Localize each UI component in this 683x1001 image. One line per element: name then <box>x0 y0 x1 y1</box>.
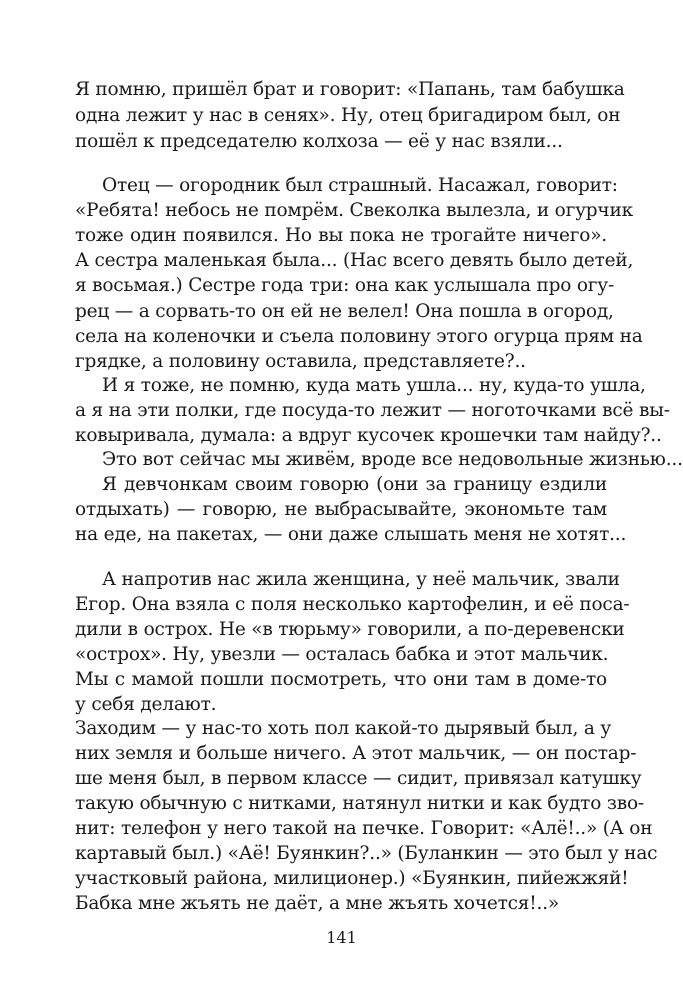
text-line: грядке, а половину оставила, представляете?.. <box>75 351 526 372</box>
text-line: рец — а сорвать-то он ей не велел! Она пошла в огород, <box>75 301 614 322</box>
text-line: ковыривала, думала: а вдруг кусочек крошечки там найду?.. <box>75 425 662 446</box>
text-line: дили в острох. Не «в тюрьму» говорили, а по-деревенски <box>75 619 625 640</box>
text-line: «острох». Ну, увезли — осталась бабка и этот мальчик. <box>75 644 609 665</box>
text-line: одна лежит у нас в сенях». Ну, отец бригадиром был, он <box>75 105 621 126</box>
text-line: на еде, на пакетах, — они даже слышать меня не хотят... <box>75 524 627 545</box>
text-line: А сестра маленькая была... (Нас всего девять было детей, <box>75 250 634 271</box>
text-line: участковый района, милиционер.) «Буянкин, пийежжяй! <box>75 868 629 889</box>
page-number: 141 <box>326 928 357 947</box>
text-line: Я девчонкам своим говорю (они за границу ездили <box>102 474 607 495</box>
text-line: у себя делают. <box>75 694 217 715</box>
text-line: Заходим — у нас-то хоть пол какой-то дырявый был, а у <box>75 718 612 739</box>
text-line: И я тоже, не помню, куда мать ушла... ну, куда-то ушла, <box>102 375 646 396</box>
text-line: ше меня был, в первом классе — сидит, привязал катушку <box>75 768 642 789</box>
text-line: пошёл к председателю колхоза — её у нас взяли... <box>75 131 563 152</box>
text-line: такую обычную с нитками, натянул нитки и как будто зво- <box>75 793 644 814</box>
text-line: нит: телефон у него такой на печке. Говорит: «Алё!..» (А он <box>75 818 653 839</box>
text-line: Я помню, пришёл брат и говорит: «Папань, там бабушка <box>75 79 625 100</box>
text-line: А напротив нас жила женщина, у неё мальчик, звали <box>102 569 620 590</box>
text-line: Бабка мне жъять не даёт, а мне жъять хочется!..» <box>75 893 559 914</box>
text-line: картавый был.) «Аё! Буянкин?..» (Буланкин — это был у нас <box>75 843 658 864</box>
text-line: Егор. Она взяла с поля несколько картофелин, и её поса- <box>75 594 630 615</box>
text-line: тоже один появился. Но вы пока не трогайте ничего». <box>75 225 607 246</box>
text-line: них земля и больше ничего. А этот мальчик, — он постар- <box>75 743 637 764</box>
text-line: Это вот сейчас мы живём, вроде все недовольные жизнью... <box>102 449 683 470</box>
text-line: я восьмая.) Сестре года три: она как услышала про огу- <box>75 275 615 296</box>
text-line: отдыхать) — говорю, не выбрасывайте, экономьте там <box>75 499 607 520</box>
text-line: «Ребята! небось не помрём. Свеколка вылезла, и огурчик <box>75 200 633 221</box>
text-line: Мы с мамой пошли посмотреть, что они там в доме-то <box>75 669 607 690</box>
text-line: села на коленочки и съела половину этого огурца прям на <box>75 326 643 347</box>
text-line: Отец — огородник был страшный. Насажал, говорит: <box>102 175 618 196</box>
text-line: а я на эти полки, где посуда-то лежит — ноготочками всё вы- <box>75 400 670 421</box>
